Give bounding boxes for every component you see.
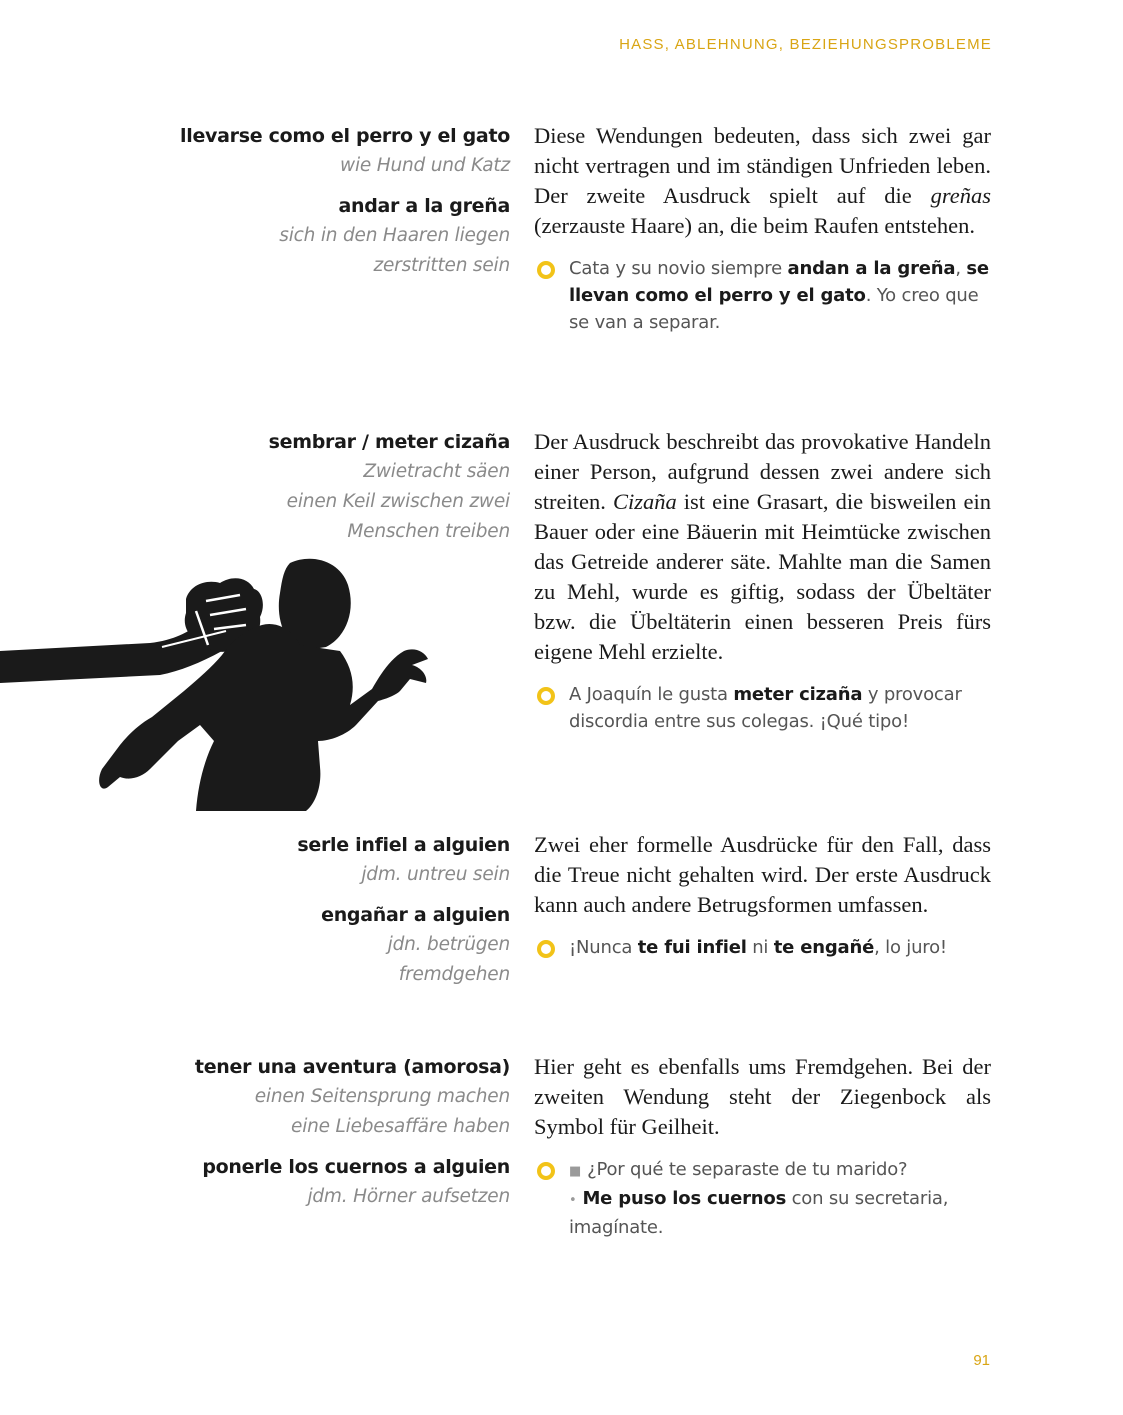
description-text: Hier geht es ebenfalls ums Fremdgehen. Bei der zweiten Wendung steht der Ziegenbock als Symbol für Geilheit. [534,1054,991,1139]
bold-phrase: se llevan como el perro y el gato [569,258,989,306]
spanish-expression: andar a la greña [338,195,510,217]
example-sentence [534,681,991,735]
german-translation: einen Keil zwischen zwei [286,491,510,512]
bold-phrase: te fui infiel [637,937,747,958]
dialog-text: con su secretaria, imagínate. [569,1188,949,1238]
description-text: Zwei eher formelle Ausdrücke für den Fall, dass die Treue nicht gehalten wird. Der erste Ausdruck kann auch andere Betrugsformen umfassen. [534,832,991,917]
explanation-column [534,830,991,961]
fight-silhouette-illustration [0,555,470,815]
example-bullet-icon [537,261,555,279]
bold-phrase: andan a la greña [787,258,956,279]
spanish-expression: serle infiel a alguien [297,834,510,856]
dialog-lines [569,1156,991,1241]
german-translation: jdm. Hörner aufsetzen [307,1186,510,1207]
description-text: Der Ausdruck beschreibt das provokative Handeln einer Person, aufgrund dessen zwei andere sich streiten. [534,429,991,514]
example-sentence [534,934,991,961]
description-text: Diese Wendungen bedeuten, dass sich zwei gar nicht vertragen und im ständigen Unfrieden leben. Der zweite Ausdruck spielt auf die [534,123,991,208]
running-header: HASS, ABLEHNUNG, BEZIEHUNGSPROBLEME [619,36,992,53]
example-text-run: . Yo creo que se van a separar. [569,285,979,333]
term-column [110,121,510,281]
example-text-run: ¡Nunca [569,937,638,958]
explanation-column [534,121,991,336]
example-text-run: y provocar discordia entre sus colegas. ¡Qué tipo! [569,684,962,732]
example-text-run: A Joaquín le gusta [569,684,734,705]
bold-phrase: meter cizaña [733,684,863,705]
german-translation: einen Seitensprung machen [254,1086,510,1107]
bold-phrase: Me puso los cuernos [582,1188,787,1209]
example-sentence [534,255,991,336]
description [534,427,991,667]
german-translation: fremdgehen [398,964,510,985]
example-text-run: , lo juro! [874,937,947,958]
dialog-line [569,1156,991,1185]
bold-phrase: te engañé [773,937,875,958]
german-translation: eine Liebesaffäre haben [291,1116,510,1137]
term-column [110,1052,510,1212]
example-text-run: ni [746,937,774,958]
german-translation: jdn. betrügen [387,934,510,955]
description-text: ist eine Grasart, die bisweilen ein Bauer oder eine Bäuerin mit Heimtücke zwischen das Getreide anderer säte. Mahlte man die Samen zu Mehl, wurde es giftig, sodass der Übeltäter bzw. die Übeltäterin einen besseren Preis fürs eigene Mehl erzielte. [534,489,991,664]
description [534,830,991,920]
example-bullet-icon [537,940,555,958]
italic-term: Cizaña [612,489,677,514]
example-text [569,684,962,732]
example-text [569,937,947,958]
german-translation: sich in den Haaren liegen [279,225,510,246]
spanish-expression: tener una aventura (amorosa) [194,1056,510,1078]
term-column [110,830,510,990]
german-translation: Menschen treiben [347,521,510,542]
example-bullet-icon [537,1162,555,1180]
example-bullet-icon [537,687,555,705]
spanish-expression: ponerle los cuernos a alguien [202,1156,510,1178]
dialog-marker-icon: ■ [569,1164,582,1179]
dialog-text: ¿Por qué te separaste de tu marido? [587,1159,908,1180]
description-text: (zerzauste Haare) an, die beim Raufen entstehen. [534,213,976,238]
german-translation: wie Hund und Katz [340,155,510,176]
term-column [110,427,510,547]
page-number: 91 [973,1352,990,1369]
german-translation: zerstritten sein [373,255,510,276]
description [534,121,991,241]
dialog-marker-icon: • [569,1193,577,1208]
example-text-run: , [955,258,967,279]
example-text-run: Cata y su novio siempre [569,258,788,279]
explanation-column [534,1052,991,1241]
spanish-expression: sembrar / meter cizaña [268,431,510,453]
german-translation: Zwietracht säen [363,461,510,482]
german-translation: jdm. untreu sein [361,864,510,885]
example-dialog [534,1156,991,1241]
description [534,1052,991,1142]
italic-term: greñas [930,183,991,208]
explanation-column [534,427,991,735]
spanish-expression: engañar a alguien [321,904,510,926]
spanish-expression: llevarse como el perro y el gato [180,125,510,147]
dialog-line [569,1185,991,1241]
example-text [569,258,989,333]
